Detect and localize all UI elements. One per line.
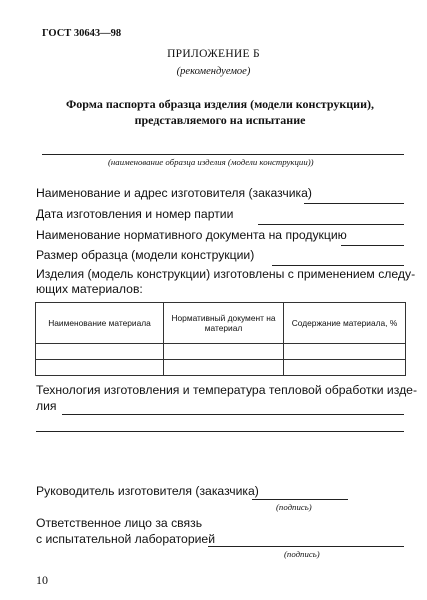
contact-label-line1: Ответственное лицо за связь [36,516,203,530]
technology-label-line1: Технология изготовления и температура тепловой обработки изде- [36,383,418,397]
table-header-row [36,303,406,344]
sample-name-caption: (наименование образца изделия (модели конструкции)) [108,157,314,167]
technology-input-line-1[interactable] [62,414,404,415]
sample-size-label: Размер образца (модели конструкции) [36,248,255,262]
technology-label-line2: лия [36,399,57,413]
date-batch-input-line[interactable] [258,224,404,225]
table-cell[interactable] [284,344,406,360]
contact-signature-caption: (подпись) [284,549,320,559]
column-header-norm-doc: Нормативный документ на материал [164,303,284,344]
contact-signature-line[interactable] [208,546,404,547]
norm-doc-label: Наименование нормативного документа на продукцию [36,228,347,242]
materials-label-line1: Изделия (модель конструкции) изготовлены с применением следу- [36,267,416,281]
page-number: 10 [36,573,48,587]
table-cell[interactable] [36,360,164,376]
table-cell[interactable] [164,360,284,376]
head-signature-line[interactable] [252,499,348,500]
table-row [36,344,406,360]
materials-table [35,302,406,376]
appendix-note: (рекомендуемое) [176,66,251,77]
sample-size-input-line[interactable] [272,265,404,266]
document-code: ГОСТ 30643—98 [42,28,122,39]
sample-name-line[interactable] [42,154,404,155]
form-title: Форма паспорта образца изделия (модели конструкции), представляемого на испытание [66,97,374,127]
manufacturer-label: Наименование и адрес изготовителя (заказчика) [36,186,312,200]
materials-label-line2: ющих материалов: [36,282,143,296]
head-signature-caption: (подпись) [276,502,312,512]
table-row [36,360,406,376]
norm-doc-input-line[interactable] [341,245,404,246]
manufacturer-input-line[interactable] [304,203,404,204]
date-batch-label: Дата изготовления и номер партии [36,207,234,221]
column-header-material: Наименование материала [36,303,164,344]
column-header-content: Содержание материала, % [284,303,406,344]
technology-input-line-2[interactable] [36,431,404,432]
table-cell[interactable] [36,344,164,360]
table-cell[interactable] [164,344,284,360]
head-label: Руководитель изготовителя (заказчика) [36,484,259,498]
appendix-title: ПРИЛОЖЕНИЕ Б [167,48,260,60]
table-cell[interactable] [284,360,406,376]
contact-label-line2: с испытательной лабораторией [36,532,216,546]
